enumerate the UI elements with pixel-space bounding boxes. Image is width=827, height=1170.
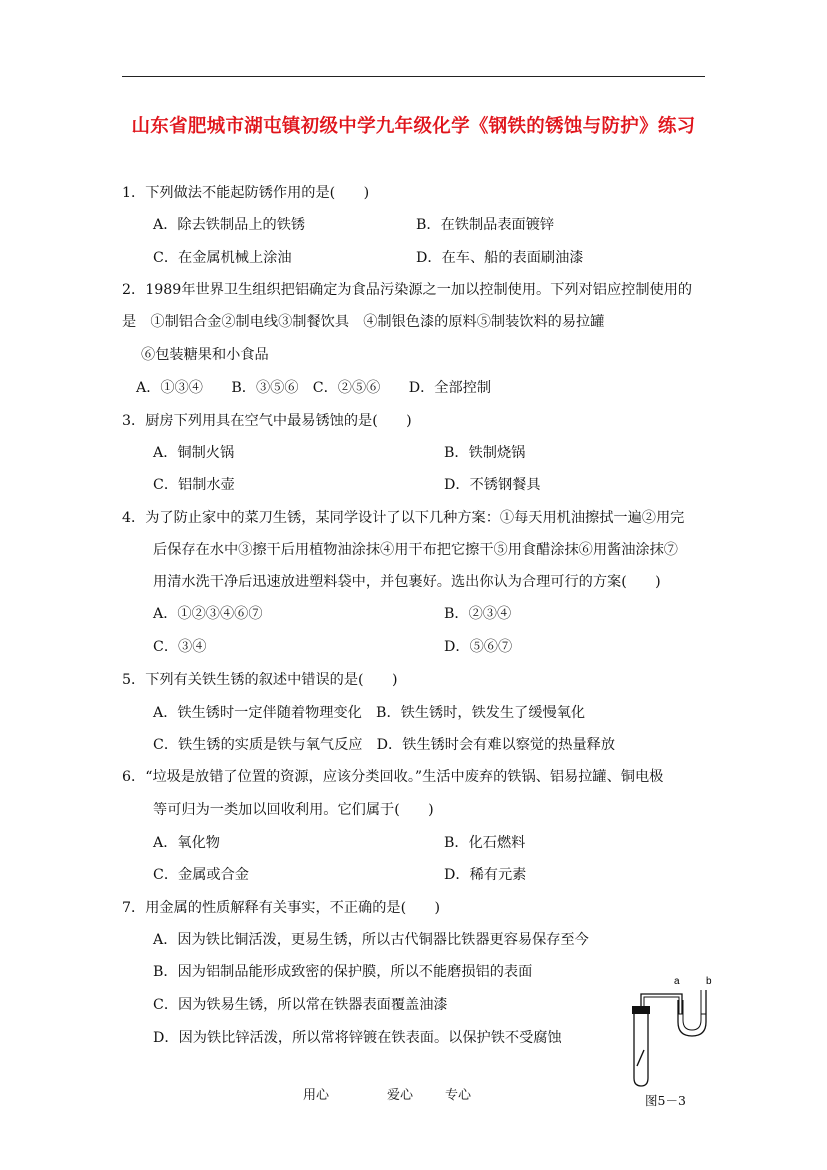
- q3-option-c: C．铝制水壶: [153, 477, 235, 493]
- question-3: 3．厨房下列用具在空气中最易锈蚀的是( ): [122, 413, 412, 429]
- question-5: 5．下列有关铁生锈的叙述中错误的是( ): [122, 672, 398, 688]
- question-2-line-3: ⑥包装糖果和小食品: [141, 347, 269, 363]
- q4-option-c: C．③④: [153, 639, 207, 655]
- question-4: 4．为了防止家中的菜刀生锈，某同学设计了以下几种方案：①每天用机油擦拭一遍②用完: [122, 510, 685, 526]
- page-title: 山东省肥城市湖屯镇初级中学九年级化学《钢铁的锈蚀与防护》练习: [131, 116, 696, 137]
- question-4-line-2: 后保存在水中③擦干后用植物油涂抹④用干布把它擦干⑤用食醋涂抹⑥用酱油涂抹⑦: [153, 542, 678, 558]
- q7-option-c: C．因为铁易生锈，所以常在铁器表面覆盖油漆: [153, 997, 448, 1013]
- q6-option-a: A．氧化物: [153, 835, 220, 851]
- question-4-line-3: 用清水洗干净后迅速放进塑料袋中，并包裹好。选出你认为合理可行的方案( ): [153, 574, 661, 590]
- q2-options: A．①③④ B．③⑤⑥ C．②⑤⑥ D．全部控制: [136, 380, 492, 396]
- q7-option-d: D．因为铁比锌活泼，所以常将锌镀在铁表面。以保护铁不受腐蚀: [153, 1030, 562, 1046]
- q4-option-a: A．①②③④⑥⑦: [153, 606, 263, 622]
- footer-item-2: 爱心: [387, 1088, 414, 1103]
- test-tube: [634, 1012, 648, 1086]
- footer-item-1: 用心: [303, 1088, 330, 1103]
- q7-option-b: B．因为铝制品能形成致密的保护膜，所以不能磨损铝的表面: [153, 964, 533, 980]
- question-6: 6．“垃圾是放错了位置的资源，应该分类回收。”生活中废弃的铁锅、铝易拉罐、铜电极: [122, 769, 664, 785]
- iron-nail: [637, 1050, 644, 1066]
- q3-option-b: B．铁制烧锅: [444, 445, 526, 461]
- question-2: 2．1989年世界卫生组织把铝确定为食品污染源之一加以控制使用。下列对铝应控制使用的: [122, 282, 693, 298]
- footer-item-3: 专心: [445, 1088, 472, 1103]
- q1-option-b: B．在铁制品表面镀锌: [416, 217, 555, 233]
- q3-option-d: D．不锈钢餐具: [444, 477, 541, 493]
- stopper: [632, 1006, 650, 1014]
- question-7: 7．用金属的性质解释有关事实，不正确的是( ): [122, 900, 441, 916]
- figure-label-a: a: [674, 976, 680, 987]
- figure-caption: 图5－3: [645, 1093, 686, 1108]
- header-rule: [122, 76, 705, 77]
- q5-options-cd: C．铁生锈的实质是铁与氧气反应 D．铁生锈时会有难以察觉的热量释放: [153, 737, 616, 753]
- question-1: 1．下列做法不能起防锈作用的是( ): [122, 185, 370, 201]
- q6-option-c: C．金属或合金: [153, 867, 249, 883]
- q6-option-d: D．稀有元素: [444, 867, 527, 883]
- figure-label-b: b: [706, 976, 712, 987]
- q5-options-ab: A．铁生锈时一定伴随着物理变化 B．铁生锈时，铁发生了缓慢氧化: [153, 705, 586, 721]
- question-2-line-2: 是 ①制铝合金②制电线③制餐饮具 ④制银色漆的原料⑤制装饮料的易拉罐: [122, 314, 605, 330]
- q1-option-a: A．除去铁制品上的铁锈: [153, 217, 306, 233]
- q6-option-b: B．化石燃料: [444, 835, 526, 851]
- question-6-line-2: 等可归为一类加以回收利用。它们属于( ): [153, 802, 434, 818]
- q1-option-c: C．在金属机械上涂油: [153, 250, 292, 266]
- apparatus-figure: [620, 970, 730, 1090]
- q3-option-a: A．铜制火锅: [153, 445, 235, 461]
- q4-option-b: B．②③④: [444, 606, 512, 622]
- q7-option-a: A．因为铁比铜活泼，更易生锈，所以古代铜器比铁器更容易保存至今: [153, 932, 589, 948]
- q4-option-d: D．⑤⑥⑦: [444, 639, 513, 655]
- q1-option-d: D．在车、船的表面刷油漆: [416, 250, 584, 266]
